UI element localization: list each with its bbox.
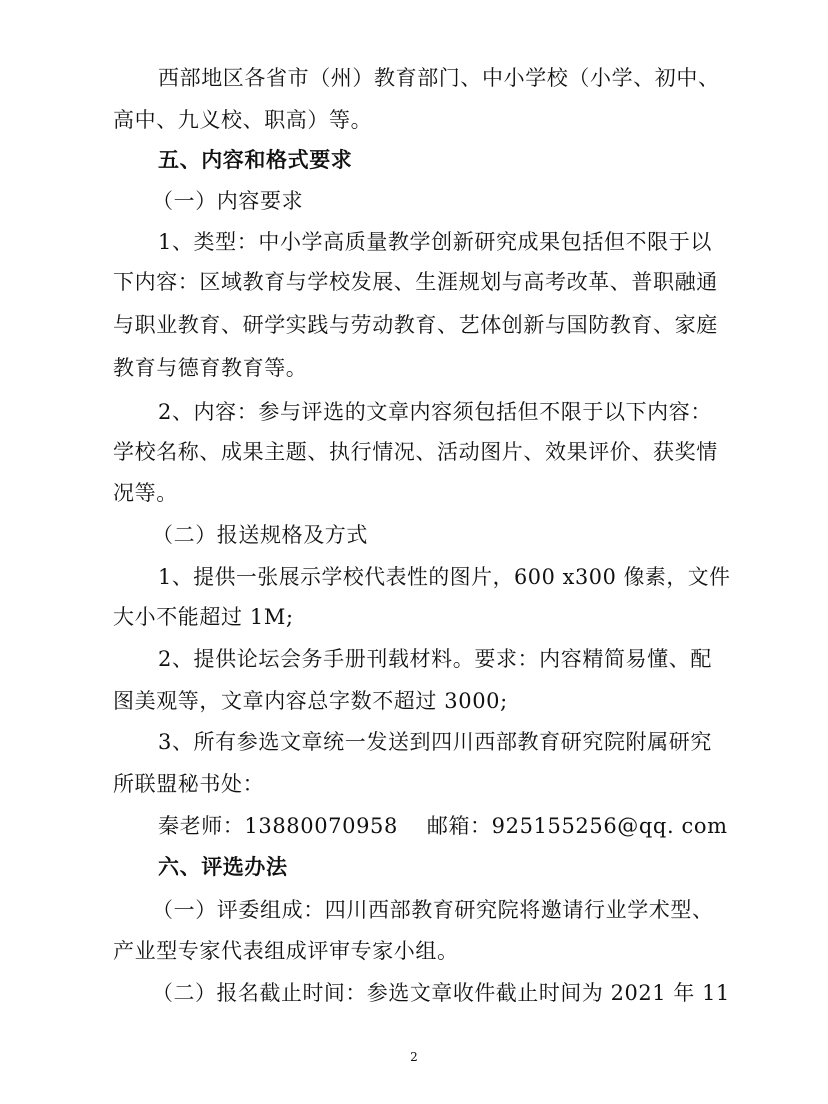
paragraph-line: （一）评委组成：四川西部教育研究院将邀请行业学术型、: [152, 898, 714, 922]
paragraph-line: 西部地区各省市（州）教育部门、中小学校（小学、初中、: [158, 66, 720, 90]
paragraph-line: 图美观等，文章内容总字数不超过 3000;: [113, 689, 508, 713]
subsection-heading: （二）报送规格及方式: [152, 523, 368, 547]
section-heading: 六、评选办法: [158, 854, 288, 879]
section-heading: 五、内容和格式要求: [158, 147, 353, 172]
paragraph-line: 1、类型：中小学高质量教学创新研究成果包括但不限于以: [158, 230, 712, 254]
paragraph-line: 3、所有参选文章统一发送到四川西部教育研究院附属研究: [158, 730, 712, 754]
paragraph-line: 2、内容：参与评选的文章内容须包括但不限于以下内容：: [158, 400, 712, 424]
page-number: 2: [410, 1050, 418, 1064]
paragraph-line: 产业型专家代表组成评审专家小组。: [113, 939, 459, 963]
paragraph-line: 所联盟秘书处：: [113, 772, 265, 796]
paragraph-line: 况等。: [113, 481, 178, 505]
paragraph-line: 下内容：区域教育与学校发展、生涯规划与高考改革、普职融通: [113, 270, 718, 294]
paragraph-line: 1、提供一张展示学校代表性的图片，600 x300 像素，文件: [158, 565, 731, 589]
paragraph-line: （二）报名截止时间：参选文章收件截止时间为 2021 年 11: [152, 981, 730, 1005]
subsection-heading: （一）内容要求: [152, 189, 304, 213]
paragraph-line: 学校名称、成果主题、执行情况、活动图片、效果评价、获奖情: [113, 440, 718, 464]
paragraph-line: 高中、九义校、职高）等。: [113, 108, 373, 132]
contact-line: 秦老师：13880070958 邮箱：925155256@qq. com: [158, 814, 728, 838]
paragraph-line: 教育与德育教育等。: [113, 356, 308, 380]
paragraph-line: 大小不能超过 1M;: [113, 605, 294, 629]
paragraph-line: 与职业教育、研学实践与劳动教育、艺体创新与国防教育、家庭: [113, 313, 718, 337]
paragraph-line: 2、提供论坛会务手册刊载材料。要求：内容精简易懂、配: [158, 647, 712, 671]
